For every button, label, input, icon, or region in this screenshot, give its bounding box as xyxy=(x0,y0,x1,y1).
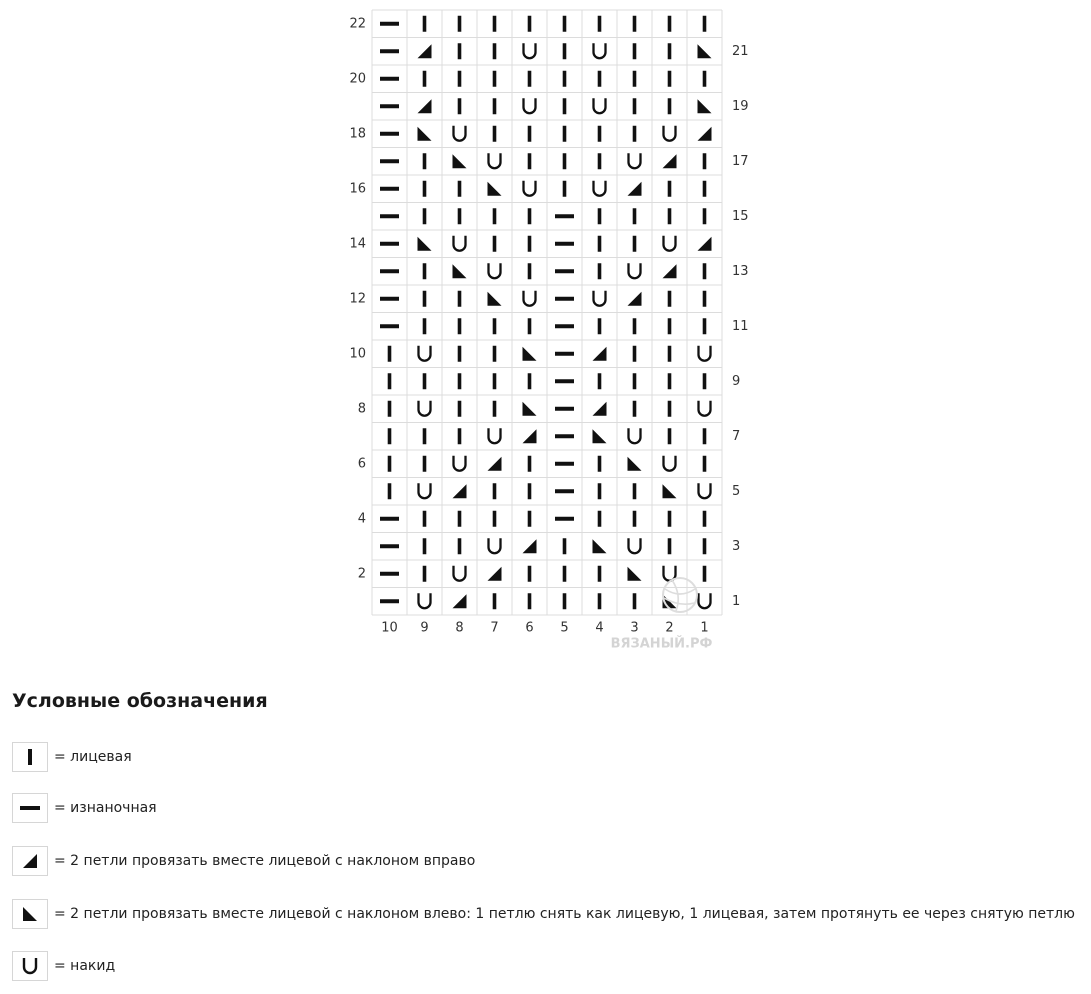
knit-stitch xyxy=(633,593,637,609)
knit-stitch xyxy=(668,511,672,527)
yarn-over-stitch xyxy=(699,483,711,498)
k2tog-left-stitch xyxy=(418,237,432,251)
k2tog-left-stitch xyxy=(523,402,537,416)
row-label-left: 20 xyxy=(349,71,366,87)
yarn-over-stitch xyxy=(489,538,501,553)
column-label: 4 xyxy=(595,620,604,636)
row-label-left: 8 xyxy=(357,401,366,417)
purl-stitch xyxy=(380,104,399,108)
knit-stitch xyxy=(703,456,707,472)
knit-stitch xyxy=(388,401,392,417)
k2tog-right-stitch xyxy=(663,264,677,278)
purl-stitch xyxy=(555,462,574,466)
purl-stitch xyxy=(380,297,399,301)
knit-stitch xyxy=(458,511,462,527)
k2tog-left-stitch xyxy=(663,484,677,498)
knit-stitch xyxy=(528,373,532,389)
purl-stitch xyxy=(555,269,574,273)
knit-stitch xyxy=(528,236,532,252)
knit-stitch xyxy=(598,126,602,142)
row-label-left: 22 xyxy=(349,16,366,32)
legend-text-knit: = лицевая xyxy=(54,749,132,765)
knit-stitch xyxy=(458,318,462,334)
k2tog-right-icon xyxy=(12,846,48,876)
knit-stitch xyxy=(458,291,462,307)
yarn-over-stitch xyxy=(489,428,501,443)
knit-stitch xyxy=(563,593,567,609)
knit-stitch xyxy=(423,181,427,197)
purl-stitch xyxy=(555,379,574,383)
knit-stitch xyxy=(563,181,567,197)
knit-stitch xyxy=(458,401,462,417)
yarn-over-stitch xyxy=(524,181,536,196)
knit-stitch xyxy=(528,208,532,224)
knit-stitch xyxy=(633,483,637,499)
knit-stitch xyxy=(493,126,497,142)
yarn-over-stitch xyxy=(419,401,431,416)
knit-stitch xyxy=(598,456,602,472)
knit-stitch xyxy=(668,16,672,32)
knit-stitch xyxy=(668,373,672,389)
knit-stitch xyxy=(563,153,567,169)
row-label-right: 13 xyxy=(732,263,749,279)
knit-stitch xyxy=(528,456,532,472)
knit-stitch xyxy=(563,126,567,142)
legend-item-k2tog-right xyxy=(12,846,475,876)
row-label-left: 16 xyxy=(349,181,366,197)
legend-text-k2tog-right: = 2 петли провязать вместе лицевой с наклоном вправо xyxy=(54,853,476,869)
row-label-right: 19 xyxy=(732,98,749,114)
knit-stitch xyxy=(668,43,672,59)
knit-stitch xyxy=(458,208,462,224)
knit-stitch xyxy=(598,263,602,279)
column-label: 5 xyxy=(560,620,569,636)
knit-stitch xyxy=(633,71,637,87)
knit-stitch xyxy=(493,346,497,362)
knit-stitch xyxy=(563,538,567,554)
yarn-over-stitch xyxy=(629,538,641,553)
knit-stitch xyxy=(528,263,532,279)
watermark-text: ВЯЗАНЫЙ.РФ xyxy=(610,636,713,652)
column-label: 6 xyxy=(525,620,534,636)
knit-stitch xyxy=(633,511,637,527)
yarn-over-stitch xyxy=(419,483,431,498)
row-label-left: 12 xyxy=(349,291,366,307)
legend-item-purl xyxy=(12,793,157,823)
purl-stitch xyxy=(380,599,399,603)
k2tog-left-stitch xyxy=(488,292,502,306)
k2tog-right-stitch xyxy=(698,237,712,251)
knit-stitch xyxy=(598,566,602,582)
column-label: 8 xyxy=(455,620,464,636)
purl-stitch xyxy=(555,489,574,493)
knit-stitch xyxy=(563,98,567,114)
yarn-over-icon xyxy=(12,951,48,981)
purl-stitch xyxy=(380,517,399,521)
knit-stitch xyxy=(598,236,602,252)
knit-stitch xyxy=(563,43,567,59)
legend-item-knit xyxy=(12,742,132,772)
knit-stitch xyxy=(633,208,637,224)
row-label-left: 10 xyxy=(349,346,366,362)
knit-stitch xyxy=(423,16,427,32)
knit-stitch xyxy=(633,126,637,142)
knit-stitch xyxy=(493,511,497,527)
purl-stitch xyxy=(380,214,399,218)
knit-stitch xyxy=(703,153,707,169)
knit-stitch xyxy=(668,291,672,307)
knit-stitch xyxy=(458,98,462,114)
knit-stitch xyxy=(423,566,427,582)
purl-icon xyxy=(12,793,48,823)
yarn-over-stitch xyxy=(699,593,711,608)
knit-stitch xyxy=(388,456,392,472)
knit-stitch xyxy=(633,401,637,417)
knit-stitch xyxy=(668,318,672,334)
k2tog-right-stitch xyxy=(663,154,677,168)
knit-stitch xyxy=(493,483,497,499)
knit-stitch xyxy=(598,483,602,499)
knit-stitch xyxy=(493,236,497,252)
row-label-left: 14 xyxy=(349,236,366,252)
knit-stitch xyxy=(493,318,497,334)
k2tog-right-stitch xyxy=(488,567,502,581)
knit-stitch xyxy=(458,538,462,554)
knit-stitch xyxy=(423,428,427,444)
k2tog-right-stitch xyxy=(593,347,607,361)
yarn-over-stitch xyxy=(489,263,501,278)
yarn-over-stitch xyxy=(524,291,536,306)
column-label: 3 xyxy=(630,620,639,636)
row-label-right: 5 xyxy=(732,483,741,499)
knit-stitch xyxy=(598,373,602,389)
knit-stitch xyxy=(633,16,637,32)
purl-stitch xyxy=(555,297,574,301)
knit-stitch xyxy=(388,346,392,362)
knit-stitch xyxy=(458,373,462,389)
k2tog-left-stitch xyxy=(593,429,607,443)
knit-stitch xyxy=(668,401,672,417)
yarn-over-stitch xyxy=(629,263,641,278)
knit-stitch xyxy=(493,16,497,32)
purl-stitch xyxy=(380,324,399,328)
yarn-over-stitch xyxy=(454,126,466,141)
k2tog-left-stitch xyxy=(453,264,467,278)
knit-stitch xyxy=(493,401,497,417)
knit-stitch xyxy=(703,291,707,307)
yarn-over-stitch xyxy=(489,153,501,168)
knit-stitch xyxy=(633,373,637,389)
knit-stitch xyxy=(493,71,497,87)
knit-stitch xyxy=(423,153,427,169)
legend-item-yarn-over xyxy=(12,951,115,981)
legend-text-purl: = изнаночная xyxy=(54,800,157,816)
knit-stitch xyxy=(423,456,427,472)
row-label-right: 17 xyxy=(732,153,749,169)
row-label-right: 15 xyxy=(732,208,749,224)
yarn-over-stitch xyxy=(629,153,641,168)
knit-stitch xyxy=(423,538,427,554)
k2tog-left-stitch xyxy=(488,182,502,196)
purl-stitch xyxy=(555,214,574,218)
watermark-yarn-ball-icon xyxy=(663,578,697,612)
knit-stitch xyxy=(528,318,532,334)
knit-stitch xyxy=(598,71,602,87)
knit-stitch xyxy=(703,566,707,582)
knit-stitch xyxy=(703,181,707,197)
purl-stitch xyxy=(380,159,399,163)
knit-stitch xyxy=(493,98,497,114)
knit-stitch xyxy=(633,346,637,362)
knit-stitch xyxy=(423,71,427,87)
knit-stitch xyxy=(388,428,392,444)
yarn-over-stitch xyxy=(664,126,676,141)
k2tog-right-stitch xyxy=(698,127,712,141)
k2tog-right-stitch xyxy=(523,539,537,553)
knit-stitch xyxy=(528,71,532,87)
legend-item-k2tog-left xyxy=(12,899,1075,929)
row-label-right: 7 xyxy=(732,428,741,444)
k2tog-left-stitch xyxy=(628,567,642,581)
knit-stitch xyxy=(668,428,672,444)
yarn-over-stitch xyxy=(454,456,466,471)
k2tog-right-stitch xyxy=(453,594,467,608)
knit-stitch xyxy=(703,208,707,224)
purl-stitch xyxy=(380,49,399,53)
yarn-over-stitch xyxy=(454,236,466,251)
column-label: 1 xyxy=(700,620,709,636)
k2tog-right-stitch xyxy=(628,292,642,306)
purl-stitch xyxy=(555,242,574,246)
column-label: 7 xyxy=(490,620,499,636)
knit-stitch xyxy=(423,511,427,527)
purl-stitch xyxy=(380,572,399,576)
purl-stitch xyxy=(555,324,574,328)
knit-stitch xyxy=(633,318,637,334)
yarn-over-stitch xyxy=(594,98,606,113)
purl-stitch xyxy=(380,22,399,26)
knit-stitch xyxy=(598,16,602,32)
yarn-over-stitch xyxy=(664,236,676,251)
knit-stitch xyxy=(388,483,392,499)
knit-stitch xyxy=(528,153,532,169)
knit-stitch xyxy=(493,43,497,59)
yarn-over-stitch xyxy=(454,566,466,581)
k2tog-right-stitch xyxy=(593,402,607,416)
knit-stitch xyxy=(458,346,462,362)
knit-stitch xyxy=(493,373,497,389)
knit-stitch xyxy=(668,346,672,362)
row-label-right: 3 xyxy=(732,538,741,554)
knit-stitch xyxy=(668,208,672,224)
purl-stitch xyxy=(555,407,574,411)
knit-stitch xyxy=(598,593,602,609)
knit-stitch xyxy=(563,566,567,582)
knit-stitch xyxy=(703,318,707,334)
knit-stitch xyxy=(563,71,567,87)
purl-stitch xyxy=(555,517,574,521)
purl-stitch xyxy=(555,352,574,356)
k2tog-left-stitch xyxy=(453,154,467,168)
yarn-over-stitch xyxy=(629,428,641,443)
purl-stitch xyxy=(555,434,574,438)
k2tog-right-stitch xyxy=(418,44,432,58)
legend-title: Условные обозначения xyxy=(12,690,268,712)
purl-stitch xyxy=(380,77,399,81)
k2tog-left-stitch xyxy=(593,539,607,553)
knit-stitch xyxy=(528,126,532,142)
k2tog-right-stitch xyxy=(488,457,502,471)
knit-stitch xyxy=(528,593,532,609)
k2tog-left-stitch xyxy=(698,99,712,113)
knit-stitch xyxy=(668,181,672,197)
purl-stitch xyxy=(380,242,399,246)
purl-stitch xyxy=(380,544,399,548)
yarn-over-stitch xyxy=(664,456,676,471)
yarn-over-stitch xyxy=(524,98,536,113)
knit-stitch xyxy=(668,98,672,114)
k2tog-left-stitch xyxy=(523,347,537,361)
column-label: 2 xyxy=(665,620,674,636)
knit-stitch xyxy=(458,428,462,444)
row-label-left: 4 xyxy=(357,511,366,527)
knit-stitch xyxy=(528,483,532,499)
knit-stitch xyxy=(703,71,707,87)
knit-stitch xyxy=(458,16,462,32)
yarn-over-stitch xyxy=(419,593,431,608)
purl-stitch xyxy=(380,132,399,136)
column-label: 9 xyxy=(420,620,429,636)
knit-icon xyxy=(12,742,48,772)
knit-stitch xyxy=(633,43,637,59)
knit-stitch xyxy=(388,373,392,389)
knit-stitch xyxy=(423,318,427,334)
knit-stitch xyxy=(423,208,427,224)
knit-stitch xyxy=(458,181,462,197)
knit-stitch xyxy=(528,511,532,527)
knit-stitch xyxy=(633,236,637,252)
k2tog-right-stitch xyxy=(418,99,432,113)
row-label-right: 9 xyxy=(732,373,741,389)
column-label: 10 xyxy=(381,620,398,636)
knit-stitch xyxy=(703,263,707,279)
yarn-over-stitch xyxy=(524,43,536,58)
knit-stitch xyxy=(563,16,567,32)
knit-stitch xyxy=(703,428,707,444)
knit-stitch xyxy=(423,263,427,279)
k2tog-left-icon xyxy=(12,899,48,929)
yarn-over-stitch xyxy=(594,181,606,196)
knit-stitch xyxy=(703,373,707,389)
knit-stitch xyxy=(493,208,497,224)
k2tog-left-stitch xyxy=(418,127,432,141)
knit-stitch xyxy=(703,511,707,527)
knit-stitch xyxy=(458,71,462,87)
knit-stitch xyxy=(598,511,602,527)
yarn-over-stitch xyxy=(594,291,606,306)
row-label-right: 21 xyxy=(732,43,749,59)
k2tog-left-stitch xyxy=(698,44,712,58)
yarn-over-stitch xyxy=(699,401,711,416)
k2tog-right-stitch xyxy=(523,429,537,443)
knit-stitch xyxy=(598,318,602,334)
knit-stitch xyxy=(598,153,602,169)
purl-stitch xyxy=(380,187,399,191)
knit-stitch xyxy=(633,98,637,114)
yarn-over-stitch xyxy=(699,346,711,361)
k2tog-right-stitch xyxy=(628,182,642,196)
knit-stitch xyxy=(458,43,462,59)
yarn-over-stitch xyxy=(594,43,606,58)
knit-stitch xyxy=(703,16,707,32)
knit-stitch xyxy=(493,593,497,609)
purl-stitch xyxy=(380,269,399,273)
row-label-left: 2 xyxy=(357,566,366,582)
knit-stitch xyxy=(528,566,532,582)
knitting-chart xyxy=(0,0,760,660)
knit-stitch xyxy=(423,291,427,307)
knit-stitch xyxy=(423,373,427,389)
knit-stitch xyxy=(668,538,672,554)
legend-text-yarn-over: = накид xyxy=(54,958,116,974)
knit-stitch xyxy=(528,16,532,32)
k2tog-right-stitch xyxy=(453,484,467,498)
row-label-left: 18 xyxy=(349,126,366,142)
row-label-right: 11 xyxy=(732,318,749,334)
knit-stitch xyxy=(668,71,672,87)
legend-text-k2tog-left: = 2 петли провязать вместе лицевой с наклоном влево: 1 петлю снять как лицевую, 1 лицевая, затем протянуть ее через снятую петлю xyxy=(54,906,1075,922)
yarn-over-stitch xyxy=(419,346,431,361)
row-label-left: 6 xyxy=(357,456,366,472)
knit-stitch xyxy=(703,538,707,554)
knit-stitch xyxy=(598,208,602,224)
row-label-right: 1 xyxy=(732,593,741,609)
k2tog-left-stitch xyxy=(628,457,642,471)
